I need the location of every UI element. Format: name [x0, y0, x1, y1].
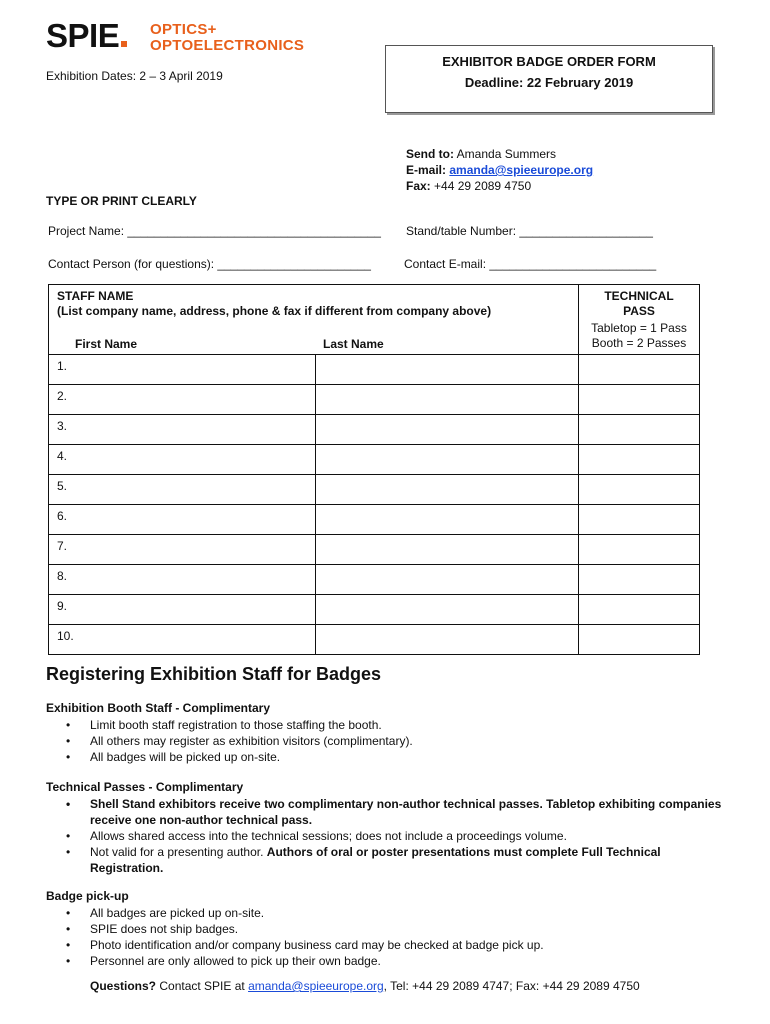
table-row — [49, 565, 700, 595]
list-item: • All badges will be picked up on-site. — [46, 749, 726, 765]
exhibition-dates: Exhibition Dates: 2 – 3 April 2019 — [46, 69, 223, 83]
form-title-box — [385, 45, 713, 113]
last-name-cell[interactable] — [316, 565, 579, 595]
send-name: Amanda Summers — [454, 147, 557, 161]
questions-line: Questions? Contact SPIE at amanda@spieeurope.org, Tel: +44 29 2089 4747; Fax: +44 29 2089 4750 — [90, 979, 640, 993]
fax-label: Fax: — [406, 179, 431, 193]
last-name-cell[interactable] — [316, 505, 579, 535]
staff-name-header — [49, 285, 579, 355]
table-row — [49, 445, 700, 475]
table-row — [49, 415, 700, 445]
list-item: • All others may register as exhibition visitors (complimentary). — [46, 733, 726, 749]
section-title: Registering Exhibition Staff for Badges — [46, 664, 382, 684]
technical-passes-list — [46, 796, 726, 876]
technical-pass-cell[interactable] — [579, 505, 700, 535]
first-name-cell[interactable]: 10. — [49, 625, 316, 655]
list-item: • SPIE does not ship badges. — [46, 921, 726, 937]
last-name-cell[interactable] — [316, 535, 579, 565]
table-row — [49, 505, 700, 535]
first-name-cell[interactable]: 9. — [49, 595, 316, 625]
booth-staff-title: Exhibition Booth Staff - Complimentary — [46, 701, 270, 715]
logo-dot-icon — [121, 41, 127, 47]
list-item: • Shell Stand exhibitors receive two complimentary non-author technical passes. Tabletop exhibiting companies receive one non-author technical pass. — [46, 796, 726, 828]
last-name-cell[interactable] — [316, 595, 579, 625]
last-name-header: Last Name — [323, 337, 384, 351]
badge-pickup-list — [46, 905, 726, 969]
technical-pass-cell[interactable] — [579, 565, 700, 595]
technical-pass-cell[interactable] — [579, 415, 700, 445]
fax-number: +44 29 2089 4750 — [430, 179, 532, 193]
deadline: Deadline: 22 February 2019 — [464, 75, 634, 90]
table-row — [49, 625, 700, 655]
technical-pass-cell[interactable] — [579, 625, 700, 655]
first-name-cell[interactable]: 2. — [49, 385, 316, 415]
list-item: • Allows shared access into the technical sessions; does not include a proceedings volume. — [46, 828, 726, 844]
stand-number-field[interactable]: Stand/table Number: ____________________ — [406, 224, 653, 238]
list-item: • Not valid for a presenting author. Authors of oral or poster presentations must complete Full Technical Registration. — [46, 844, 726, 876]
first-name-cell[interactable]: 1. — [49, 355, 316, 385]
table-row — [49, 385, 700, 415]
staff-name-note: (List company name, address, phone & fax if different from company above) — [57, 304, 492, 318]
send-label: Send to: — [406, 147, 454, 161]
technical-pass-header: TECHNICAL PASS Tabletop = 1 Pass Booth = 2 Passes — [579, 285, 700, 355]
questions-email-link[interactable]: amanda@spieeurope.org — [248, 979, 384, 993]
type-print-clearly: TYPE OR PRINT CLEARLY — [46, 194, 197, 208]
last-name-cell[interactable] — [316, 385, 579, 415]
first-name-cell[interactable]: 5. — [49, 475, 316, 505]
project-name-field[interactable]: Project Name: ______________________________________ — [48, 224, 381, 238]
technical-pass-cell[interactable] — [579, 355, 700, 385]
technical-pass-cell[interactable] — [579, 535, 700, 565]
badge-pickup-title: Badge pick-up — [46, 889, 129, 903]
list-item: • Limit booth staff registration to those staffing the booth. — [46, 717, 726, 733]
first-name-cell[interactable]: 7. — [49, 535, 316, 565]
list-item: • All badges are picked up on-site. — [46, 905, 726, 921]
first-name-cell[interactable]: 4. — [49, 445, 316, 475]
first-name-cell[interactable]: 8. — [49, 565, 316, 595]
spie-logo: SPIE — [46, 18, 127, 54]
table-row — [49, 355, 700, 385]
contact-person-field[interactable]: Contact Person (for questions): _______________________ — [48, 257, 371, 271]
table-row — [49, 595, 700, 625]
list-item: • Photo identification and/or company business card may be checked at badge pick up. — [46, 937, 726, 953]
send-to-block — [406, 146, 593, 194]
staff-name-title: STAFF NAME — [57, 289, 134, 303]
first-name-header: First Name — [75, 337, 138, 351]
technical-pass-cell[interactable] — [579, 475, 700, 505]
first-name-cell[interactable]: 3. — [49, 415, 316, 445]
technical-pass-cell[interactable] — [579, 445, 700, 475]
last-name-cell[interactable] — [316, 415, 579, 445]
technical-pass-cell[interactable] — [579, 385, 700, 415]
technical-pass-cell[interactable] — [579, 595, 700, 625]
logo-subtitle: OPTICS+ OPTOELECTRONICS — [150, 21, 305, 54]
email-label: E-mail: — [406, 163, 447, 177]
last-name-cell[interactable] — [316, 475, 579, 505]
technical-passes-title: Technical Passes - Complimentary — [46, 780, 244, 794]
contact-email-field[interactable]: Contact E-mail: _________________________ — [404, 257, 657, 271]
questions-label: Questions? — [90, 979, 157, 993]
form-title: EXHIBITOR BADGE ORDER FORM — [442, 54, 656, 69]
staff-table — [48, 284, 700, 655]
last-name-cell[interactable] — [316, 355, 579, 385]
last-name-cell[interactable] — [316, 625, 579, 655]
booth-staff-list — [46, 717, 726, 765]
table-row — [49, 535, 700, 565]
email-link[interactable]: amanda@spieeurope.org — [449, 163, 594, 177]
list-item: • Personnel are only allowed to pick up their own badge. — [46, 953, 726, 969]
table-row — [49, 475, 700, 505]
first-name-cell[interactable]: 6. — [49, 505, 316, 535]
last-name-cell[interactable] — [316, 445, 579, 475]
